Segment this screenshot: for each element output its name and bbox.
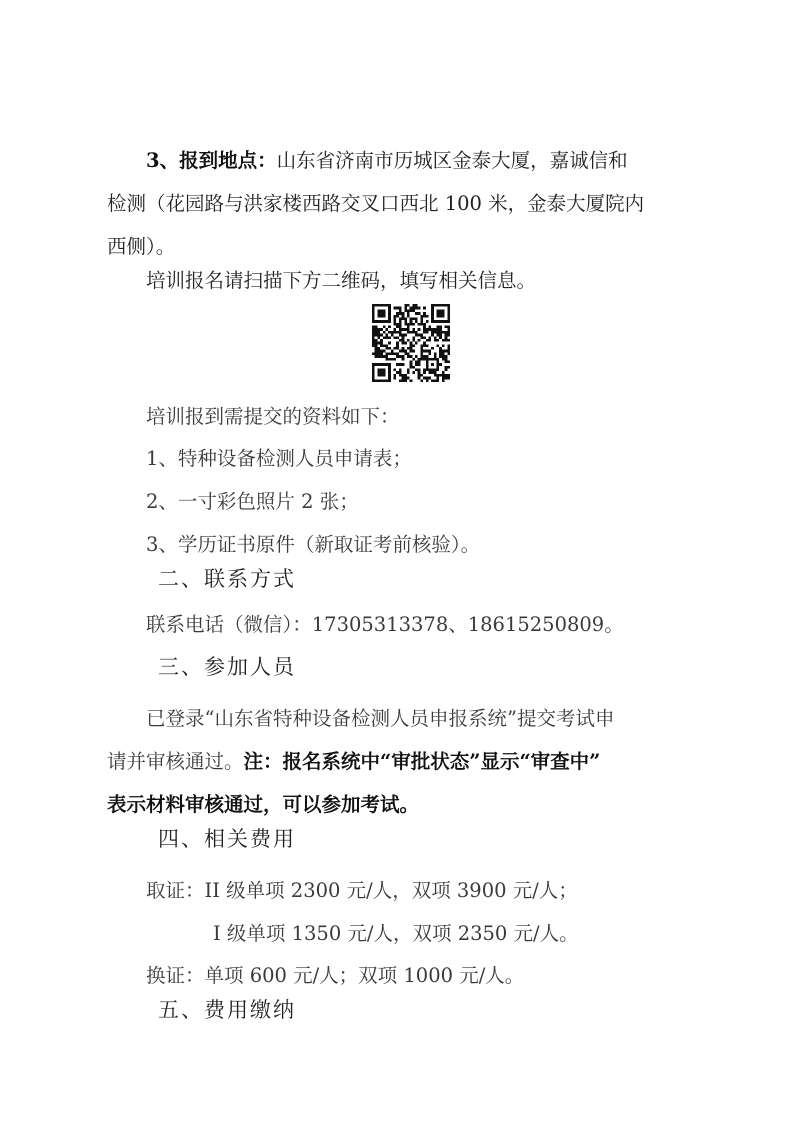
section3-line2: 检测（花园路与洪家楼西路交叉口西北 100 米，金泰大厦院内 bbox=[107, 192, 645, 215]
participants-line2 bbox=[107, 749, 600, 775]
section3-line1 bbox=[146, 148, 628, 174]
contact-heading: 二、联系方式 bbox=[158, 567, 296, 591]
participants-line1: 已登录“山东省特种设备检测人员申报系统”提交考试申 bbox=[146, 707, 615, 730]
participants-heading: 三、参加人员 bbox=[158, 655, 296, 679]
materials-item-3: 3、学历证书原件（新取证考前核验）。 bbox=[146, 533, 481, 556]
materials-intro: 培训报到需提交的资料如下： bbox=[146, 405, 400, 428]
participants-line2-normal: 请并审核通过。 bbox=[107, 750, 244, 773]
participants-note: 注：报名系统中“审批状态”显示“审查中” bbox=[243, 750, 601, 773]
participants-line3: 表示材料审核通过，可以参加考试。 bbox=[107, 793, 420, 816]
fees-line2: I 级单项 1350 元/人，双项 2350 元/人。 bbox=[213, 922, 579, 945]
section3-label: 3、报到地点： bbox=[146, 149, 277, 172]
training-scan-text: 培训报名请扫描下方二维码，填写相关信息。 bbox=[146, 269, 537, 292]
materials-item-1: 1、特种设备检测人员申请表； bbox=[146, 447, 412, 470]
contact-text: 联系电话（微信）：17305313378、18615250809。 bbox=[146, 613, 624, 636]
fees-heading: 四、相关费用 bbox=[158, 827, 296, 851]
section3-line3: 西侧）。 bbox=[107, 235, 176, 258]
fees-line3: 换证：单项 600 元/人；双项 1000 元/人。 bbox=[146, 964, 525, 987]
payment-heading: 五、费用缴纳 bbox=[158, 998, 296, 1022]
section3-address: 山东省济南市历城区金泰大厦，嘉诚信和 bbox=[276, 149, 628, 172]
qr-code-icon bbox=[372, 304, 450, 382]
materials-item-2: 2、一寸彩色照片 2 张； bbox=[146, 490, 359, 513]
fees-line1: 取证：II 级单项 2300 元/人，双项 3900 元/人； bbox=[146, 879, 578, 902]
